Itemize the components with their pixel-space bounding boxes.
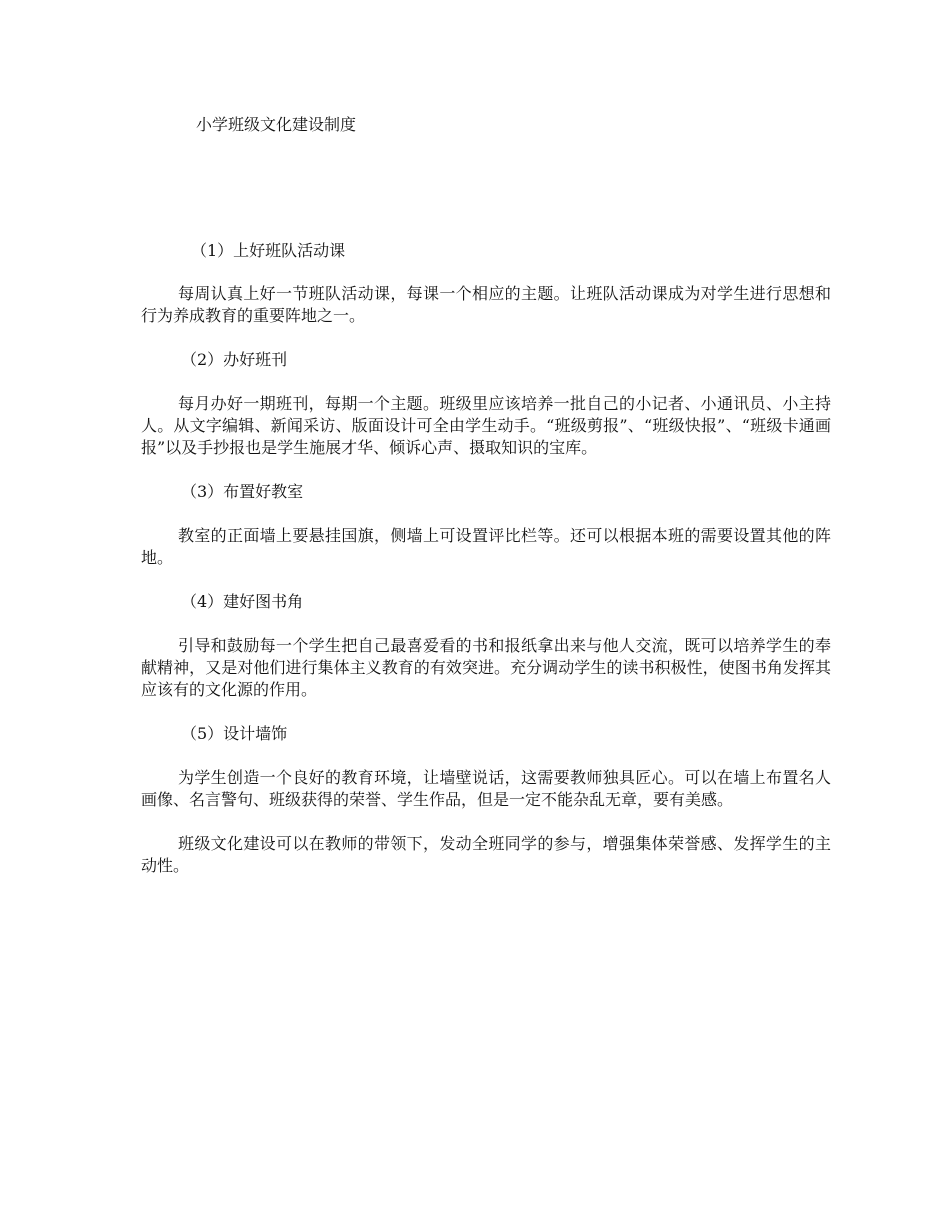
section-heading: （1）上好班队活动课	[191, 241, 346, 260]
section-paragraph: 为学生创造一个良好的教育环境，让墙壁说话，这需要教师独具匠心。可以在墙上布置名人画像、名言警句、班级获得的荣誉、学生作品，但是一定不能杂乱无章，要有美感。	[141, 768, 831, 809]
section-paragraph: 每周认真上好一节班队活动课，每课一个相应的主题。让班队活动课成为对学生进行思想和行为养成教育的重要阵地之一。	[141, 284, 831, 325]
section-paragraph: 教室的正面墙上要悬挂国旗，侧墙上可设置评比栏等。还可以根据本班的需要设置其他的阵地。	[141, 526, 831, 567]
section-paragraph: 引导和鼓励每一个学生把自己最喜爱看的书和报纸拿出来与他人交流，既可以培养学生的奉献精神，又是对他们进行集体主义教育的有效突进。充分调动学生的读书积极性，使图书角发挥其应该有的文化源的作用。	[141, 636, 831, 699]
section-heading: （4）建好图书角	[181, 592, 304, 611]
closing-paragraph: 班级文化建设可以在教师的带领下，发动全班同学的参与，增强集体荣誉感、发挥学生的主动性。	[141, 834, 831, 875]
document-body	[141, 240, 831, 899]
document-title: 小学班级文化建设制度	[196, 115, 357, 134]
section-class-activity	[141, 240, 831, 327]
section-heading: （3）布置好教室	[181, 482, 304, 501]
section-classroom-layout	[141, 481, 831, 569]
section-heading: （5）设计墙饰	[181, 724, 288, 743]
section-book-corner	[141, 591, 831, 701]
section-paragraph: 每月办好一期班刊，每期一个主题。班级里应该培养一批自己的小记者、小通讯员、小主持人。从文字编辑、新闻采访、版面设计可全由学生动手。“班级剪报”、“班级快报”、“班级卡通画报”以及手抄报也是学生施展才华、倾诉心声、摄取知识的宝库。	[141, 394, 831, 457]
section-class-journal	[141, 349, 831, 459]
section-heading: （2）办好班刊	[181, 350, 288, 369]
section-wall-decoration	[141, 723, 831, 811]
